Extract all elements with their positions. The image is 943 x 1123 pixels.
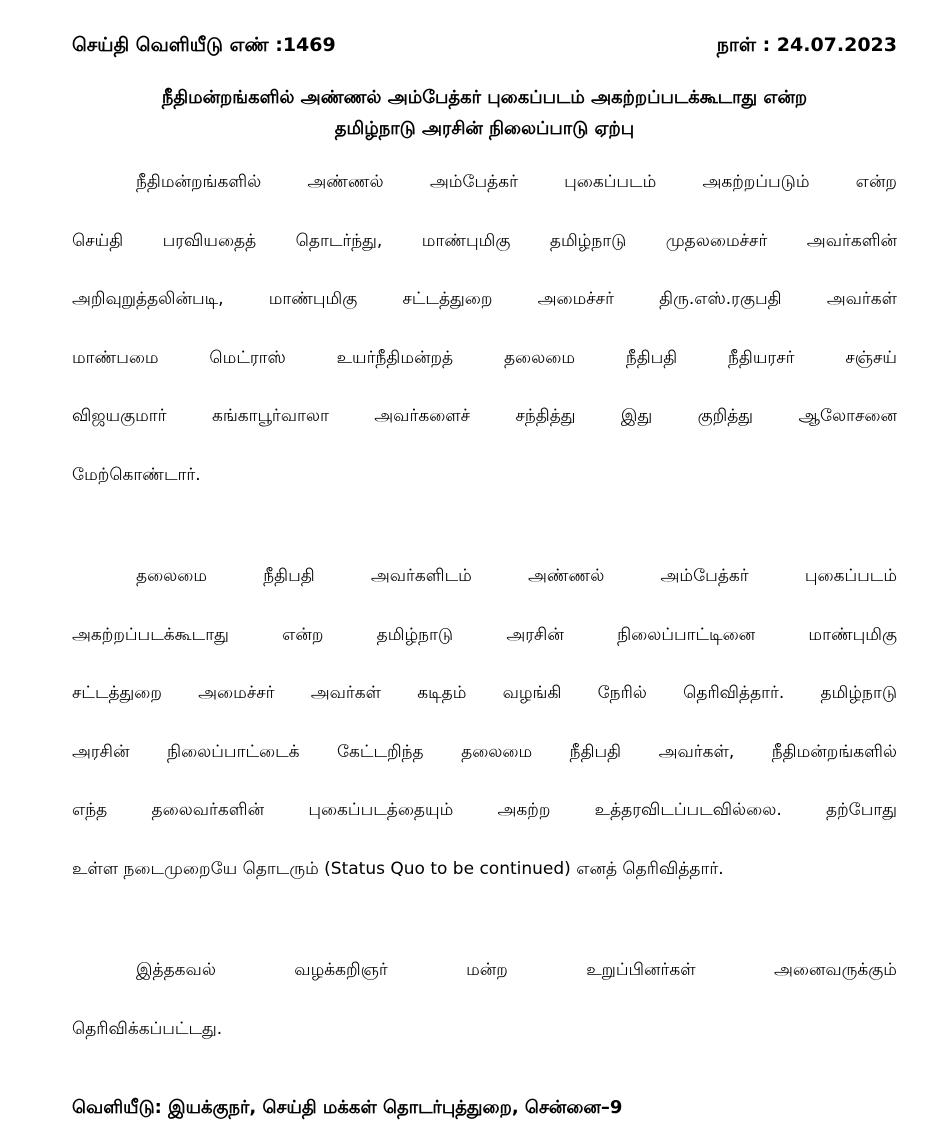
paragraph-line: எந்த தலைவர்களின் புகைப்படத்தையும் அகற்ற உத்தரவிடப்படவில்லை. தற்போது	[72, 800, 897, 820]
header	[72, 30, 897, 60]
paragraph-line: அறிவுறுத்தலின்படி, மாண்புமிகு சட்டத்துறை அமைச்சர் திரு.எஸ்.ரகுபதி அவர்கள்	[72, 289, 897, 309]
headline-line: நீதிமன்றங்களில் அண்ணல் அம்பேத்கர் புகைப்படம் அகற்றப்படக்கூடாது என்ற	[161, 87, 808, 108]
paragraph-line: உள்ள நடைமுறையே தொடரும் (Status Quo to be continued) எனத் தெரிவித்தார்.	[72, 858, 724, 879]
headline-line: தமிழ்நாடு அரசின் நிலைப்பாடு ஏற்பு	[334, 118, 635, 139]
paragraph-line: நீதிமன்றங்களில் அண்ணல் அம்பேத்கர் புகைப்படம் அகற்றப்படும் என்ற	[136, 172, 897, 192]
paragraph-line: மாண்பமை மெட்ராஸ் உயர்நீதிமன்றத் தலைமை நீதிபதி நீதியரசர் சஞ்சய்	[72, 347, 897, 368]
press-release	[72, 30, 897, 1123]
paragraph-line: அகற்றப்படக்கூடாது என்ற தமிழ்நாடு அரசின் நிலைப்பாட்டினை மாண்புமிகு	[72, 624, 897, 645]
paragraph-line: செய்தி பரவியதைத் தொடர்ந்து, மாண்புமிகு தமிழ்நாடு முதலமைச்சர் அவர்களின்	[72, 230, 897, 251]
paragraph-line: தலைமை நீதிபதி அவர்களிடம் அண்ணல் அம்பேத்கர் புகைப்படம்	[136, 566, 897, 586]
release-date: நாள் : 24.07.2023	[716, 34, 897, 56]
paragraph	[72, 941, 897, 1058]
headline	[72, 82, 897, 144]
paragraph-line: விஜயகுமார் கங்காபூர்வாலா அவர்களைச் சந்தித்து இது குறித்து ஆலோசனை	[72, 406, 897, 426]
issued-by: வெளியீடு: இயக்குநர், செய்தி மக்கள் தொடர்புத்துறை, சென்னை–9	[72, 1097, 623, 1118]
paragraph	[72, 547, 897, 898]
release-number: செய்தி வெளியீடு எண் :1469	[72, 34, 336, 56]
paragraph-line: மேற்கொண்டார்.	[72, 464, 201, 485]
paragraph	[72, 153, 897, 504]
paragraph-line: இத்தகவல் வழக்கறிஞர் மன்ற உறுப்பினர்கள் அனைவருக்கும்	[136, 960, 897, 980]
paragraph-line: தெரிவிக்கப்பட்டது.	[72, 1018, 223, 1039]
paragraph-line: சட்டத்துறை அமைச்சர் அவர்கள் கடிதம் வழங்கி நேரில் தெரிவித்தார். தமிழ்நாடு	[72, 683, 897, 703]
paragraph-line: அரசின் நிலைப்பாட்டைக் கேட்டறிந்த தலைமை நீதிபதி அவர்கள், நீதிமன்றங்களில்	[72, 741, 897, 762]
